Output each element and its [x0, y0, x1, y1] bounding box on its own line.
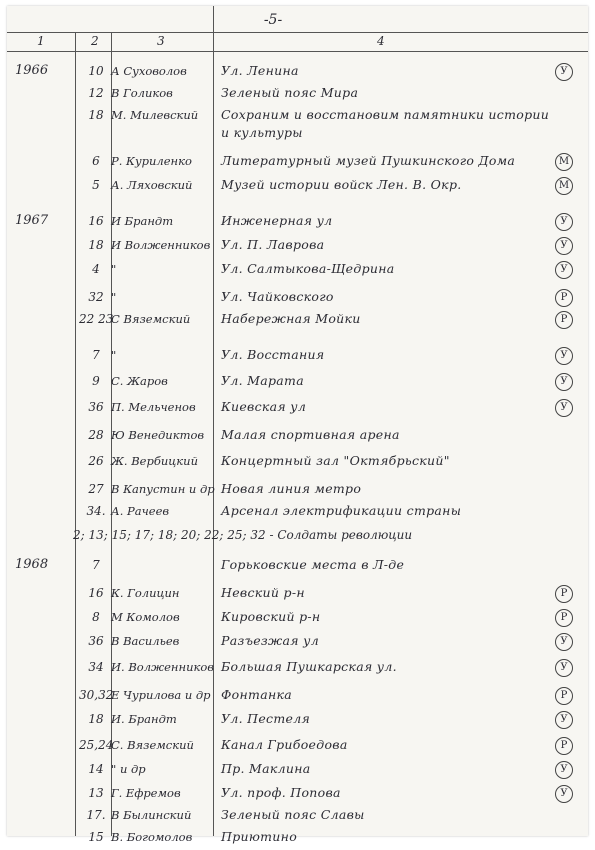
record-row — [7, 760, 588, 782]
record-type-mark: У — [555, 63, 573, 81]
column-header-4: 4 — [377, 34, 385, 48]
record-row — [7, 828, 588, 850]
record-number: 10 — [88, 64, 104, 78]
record-row — [7, 176, 588, 198]
record-author: В. Богомолов — [111, 830, 193, 844]
record-title: Концертный зал "Октябрьский" — [221, 453, 450, 468]
record-row — [7, 658, 588, 680]
record-title: Малая спортивная арена — [221, 427, 400, 442]
record-row — [7, 84, 588, 106]
record-type-mark: У — [555, 213, 573, 231]
record-number: 34. — [86, 504, 106, 518]
record-author: В Васильев — [111, 634, 180, 648]
record-row — [7, 480, 588, 502]
record-title: Зеленый пояс Мира — [221, 85, 359, 100]
record-number: 22 23 — [79, 312, 114, 326]
record-author: П. Мельченов — [111, 400, 196, 414]
record-author: " — [111, 348, 117, 362]
record-number: 36 — [88, 400, 104, 414]
record-row — [7, 62, 588, 84]
record-row — [7, 236, 588, 258]
record-row — [7, 632, 588, 654]
record-author: Ж. Вербицкий — [111, 454, 198, 468]
record-type-mark: Р — [555, 289, 573, 307]
record-title: Разъезжая ул — [221, 633, 319, 648]
record-row — [7, 152, 588, 174]
record-number: 13 — [88, 786, 104, 800]
record-author: А Суховолов — [111, 64, 187, 78]
column-header-1: 1 — [37, 34, 45, 48]
record-title: Канал Грибоедова — [221, 737, 348, 752]
record-number: 32 — [88, 290, 104, 304]
record-row — [7, 398, 588, 420]
record-year: 1968 — [15, 557, 49, 572]
record-title: Горьковские места в Л-де — [221, 557, 405, 572]
record-row — [7, 784, 588, 806]
record-title: Ул. Ленина — [221, 63, 299, 78]
record-row — [7, 806, 588, 828]
record-type-mark: У — [555, 633, 573, 651]
record-number: 27 — [88, 482, 104, 496]
record-title: Ул. Восстания — [221, 347, 325, 362]
record-type-mark: У — [555, 761, 573, 779]
record-author: А. Ляховский — [111, 178, 193, 192]
record-title: Киевская ул — [221, 399, 307, 414]
document-page — [7, 6, 588, 844]
record-title: Музей истории войск Лен. В. Окр. — [221, 177, 462, 192]
record-author: Р. Куриленко — [111, 154, 192, 168]
record-title: Ул. Пестеля — [221, 711, 311, 726]
record-number: 34 — [88, 660, 104, 674]
record-row — [7, 288, 588, 310]
record-number: 6 — [92, 154, 100, 168]
record-type-mark: У — [555, 659, 573, 677]
record-author: С. Вяземский — [111, 738, 194, 752]
record-author: И Волженников — [111, 238, 211, 252]
record-type-mark: У — [555, 373, 573, 391]
header-top-rule — [7, 32, 588, 33]
record-type-mark: Р — [555, 311, 573, 329]
record-row — [7, 526, 588, 548]
record-title: Фонтанка — [221, 687, 292, 702]
record-type-mark: У — [555, 785, 573, 803]
record-title: Сохраним и восстановим памятники истории и культуры — [221, 107, 550, 140]
record-number: 14 — [88, 762, 104, 776]
record-row — [7, 452, 588, 474]
record-number: 4 — [92, 262, 100, 276]
record-row — [7, 372, 588, 394]
record-type-mark: У — [555, 711, 573, 729]
record-title: Приютино — [221, 829, 298, 844]
record-title: Зеленый пояс Славы — [221, 807, 365, 822]
record-number: 17. — [86, 808, 106, 822]
record-number: 28 — [88, 428, 104, 442]
record-author: В Капустин и др — [111, 482, 215, 496]
record-number: 36 — [88, 634, 104, 648]
record-title: Ул. Чайковского — [221, 289, 334, 304]
record-year: 1967 — [15, 213, 49, 228]
record-row — [7, 212, 588, 234]
record-row — [7, 310, 588, 332]
record-number: 18 — [88, 238, 104, 252]
record-title: Ул. П. Лаврова — [221, 237, 325, 252]
record-title: Ул. Салтыкова-Щедрина — [221, 261, 395, 276]
record-row — [7, 710, 588, 732]
record-number: 12 — [88, 86, 104, 100]
record-number: 25,24 — [79, 738, 114, 752]
record-author: Г. Ефремов — [111, 786, 181, 800]
record-number: 2; 13; 15; 17; 18; 20; 22; 25; 32 - Солдаты революции — [73, 528, 413, 542]
record-author: " — [111, 290, 117, 304]
record-author: " — [111, 262, 117, 276]
record-number: 5 — [92, 178, 100, 192]
record-row — [7, 502, 588, 524]
record-author: " и др — [111, 762, 146, 776]
record-type-mark: У — [555, 399, 573, 417]
record-number: 16 — [88, 214, 104, 228]
record-title: Невский р-н — [221, 585, 305, 600]
record-row — [7, 346, 588, 368]
record-type-mark: Р — [555, 609, 573, 627]
record-number: 7 — [92, 348, 100, 362]
record-author: М Комолов — [111, 610, 180, 624]
record-author: В Голиков — [111, 86, 173, 100]
record-row — [7, 584, 588, 606]
page-number: -5- — [263, 12, 283, 28]
record-year: 1966 — [15, 63, 49, 78]
column-header-3: 3 — [157, 34, 165, 48]
record-author: А. Рачеев — [111, 504, 170, 518]
record-author: И. Волженников — [111, 660, 214, 674]
column-header-2: 2 — [91, 34, 99, 48]
record-author: С Вяземский — [111, 312, 191, 326]
record-type-mark: У — [555, 237, 573, 255]
record-type-mark: Р — [555, 687, 573, 705]
record-type-mark: М — [555, 153, 573, 171]
record-title: Инженерная ул — [221, 213, 333, 228]
record-title: Большая Пушкарская ул. — [221, 659, 397, 674]
record-type-mark: У — [555, 261, 573, 279]
record-type-mark: Р — [555, 585, 573, 603]
record-title: Пр. Маклина — [221, 761, 311, 776]
record-title: Ул. проф. Попова — [221, 785, 341, 800]
record-number: 26 — [88, 454, 104, 468]
record-row — [7, 106, 588, 140]
record-title: Новая линия метро — [221, 481, 362, 496]
record-title: Ул. Марата — [221, 373, 304, 388]
record-number: 18 — [88, 712, 104, 726]
record-type-mark: М — [555, 177, 573, 195]
record-number: 7 — [92, 558, 100, 572]
record-row — [7, 686, 588, 708]
record-type-mark: Р — [555, 737, 573, 755]
record-number: 30,32 — [79, 688, 114, 702]
record-row — [7, 736, 588, 758]
record-number: 18 — [88, 108, 104, 122]
record-row — [7, 426, 588, 448]
record-author: М. Милевский — [111, 108, 199, 122]
record-author: К. Голицин — [111, 586, 180, 600]
record-title: Кировский р-н — [221, 609, 321, 624]
record-title: Арсенал электрификации страны — [221, 503, 462, 518]
record-author: С. Жаров — [111, 374, 168, 388]
record-row — [7, 608, 588, 630]
record-number: 9 — [92, 374, 100, 388]
record-type-mark: У — [555, 347, 573, 365]
record-author: И. Брандт — [111, 712, 177, 726]
record-row — [7, 556, 588, 578]
record-number: 16 — [88, 586, 104, 600]
record-author: Е Чурилова и др — [111, 688, 211, 702]
header-bottom-rule — [7, 51, 588, 52]
record-number: 8 — [92, 610, 100, 624]
record-title: Литературный музей Пушкинского Дома — [221, 153, 516, 168]
record-author: Ю Венедиктов — [111, 428, 205, 442]
record-row — [7, 260, 588, 282]
record-number: 15 — [88, 830, 104, 844]
record-title: Набережная Мойки — [221, 311, 361, 326]
record-author: И Брандт — [111, 214, 174, 228]
record-author: В Былинский — [111, 808, 192, 822]
